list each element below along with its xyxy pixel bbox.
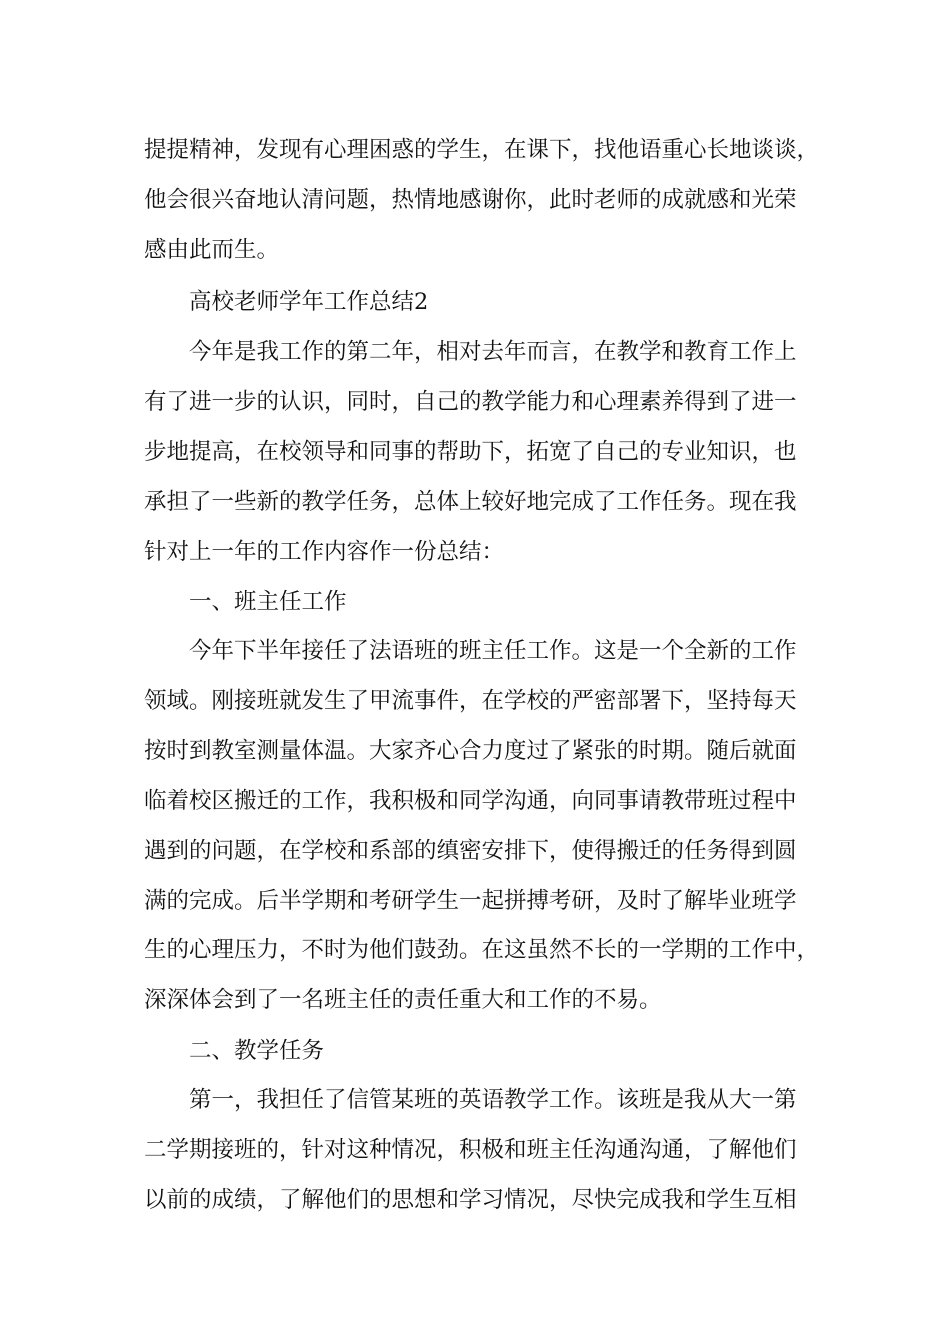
text-line: 遇到的问题，在学校和系部的缜密安排下，使得搬迁的任务得到圆 xyxy=(144,838,797,864)
text-line: 生的心理压力，不时为他们鼓劲。在这虽然不长的一学期的工作中， xyxy=(144,937,820,963)
text-line: 按时到教室测量体温。大家齐心合力度过了紧张的时期。随后就面 xyxy=(144,738,797,764)
text-line: 有了进一步的认识，同时，自己的教学能力和心理素养得到了进一 xyxy=(144,389,797,415)
text-line: 临着校区搬迁的工作，我积极和同学沟通，向同事请教带班过程中 xyxy=(144,788,797,814)
text-line: 感由此而生。 xyxy=(144,237,280,263)
section-heading: 一、班主任工作 xyxy=(189,589,347,615)
text-line: 步地提高，在校领导和同事的帮助下，拓宽了自己的专业知识，也 xyxy=(144,439,797,465)
text-line: 领域。刚接班就发生了甲流事件，在学校的严密部署下，坚持每天 xyxy=(144,688,797,714)
text-line: 二学期接班的，针对这种情况，积极和班主任沟通沟通，了解他们 xyxy=(144,1137,797,1163)
text-line: 提提精神，发现有心理困惑的学生，在课下，找他语重心长地谈谈， xyxy=(144,137,820,163)
section-heading: 二、教学任务 xyxy=(189,1038,325,1064)
text-line: 以前的成绩，了解他们的思想和学习情况，尽快完成我和学生互相 xyxy=(144,1187,797,1213)
section-title: 高校老师学年工作总结2 xyxy=(189,289,429,315)
text-line: 第一，我担任了信管某班的英语教学工作。该班是我从大一第 xyxy=(189,1087,797,1113)
text-line: 今年下半年接任了法语班的班主任工作。这是一个全新的工作 xyxy=(189,638,797,664)
text-line: 他会很兴奋地认清问题，热情地感谢你，此时老师的成就感和光荣 xyxy=(144,187,797,213)
text-line: 今年是我工作的第二年，相对去年而言，在教学和教育工作上 xyxy=(189,339,797,365)
text-line: 深深体会到了一名班主任的责任重大和工作的不易。 xyxy=(144,987,662,1013)
text-line: 承担了一些新的教学任务，总体上较好地完成了工作任务。现在我 xyxy=(144,489,797,515)
text-line: 针对上一年的工作内容作一份总结： xyxy=(144,539,505,565)
text-line: 满的完成。后半学期和考研学生一起拼搏考研，及时了解毕业班学 xyxy=(144,888,797,914)
